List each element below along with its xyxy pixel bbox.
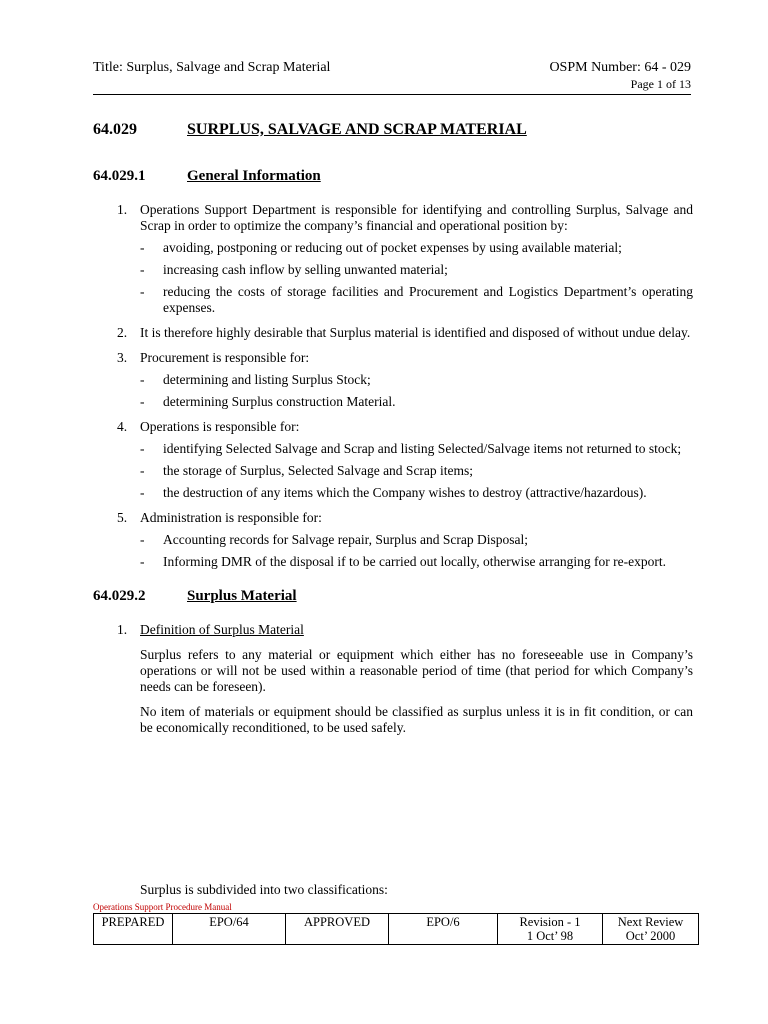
list-item bbox=[93, 202, 693, 316]
bullet-item: - Accounting records for Salvage repair, Surplus and Scrap Disposal; bbox=[140, 532, 528, 547]
prepared-value: EPO/64 bbox=[173, 914, 286, 945]
bullet-text: determining and listing Surplus Stock; bbox=[163, 372, 371, 387]
bullet-text: Informing DMR of the disposal if to be carried out locally, otherwise arranging for re-export. bbox=[163, 554, 666, 569]
bullet-item: - the destruction of any items which the Company wishes to destroy (attractive/hazardous). bbox=[140, 485, 647, 500]
paragraph: No item of materials or equipment should be classified as surplus unless it is in fit condition, or can be economically reconditioned, to be used safely. bbox=[140, 704, 693, 735]
general-info-list bbox=[93, 202, 693, 570]
bullet-list bbox=[140, 441, 693, 501]
section-title: SURPLUS, SALVAGE AND SCRAP MATERIAL bbox=[187, 121, 527, 138]
bullet-item: - identifying Selected Salvage and Scrap and listing Selected/Salvage items not returned to stock; bbox=[140, 441, 682, 456]
subsection-title: Surplus Material bbox=[187, 588, 297, 604]
item-text: Procurement is responsible for: bbox=[140, 350, 310, 365]
approved-value: EPO/6 bbox=[389, 914, 498, 945]
list-item bbox=[93, 350, 693, 410]
revision-date: 1 Oct’ 98 bbox=[526, 929, 574, 943]
bullet-text: the destruction of any items which the Company wishes to destroy (attractive/hazardous). bbox=[163, 485, 647, 500]
page-number: Page 1 of 13 bbox=[630, 77, 691, 91]
document-title: Title: Surplus, Salvage and Scrap Material bbox=[93, 60, 331, 75]
bullet-item: - determining Surplus construction Material. bbox=[140, 394, 396, 409]
revision-cell bbox=[498, 914, 603, 945]
subsection-title: General Information bbox=[187, 168, 321, 184]
general-info-heading bbox=[93, 168, 693, 184]
subsection-number: 64.029.2 bbox=[93, 588, 146, 604]
bullet-item: - the storage of Surplus, Selected Salvage and Scrap items; bbox=[140, 463, 474, 478]
bullet-text: avoiding, postponing or reducing out of pocket expenses by using available material; bbox=[163, 240, 622, 255]
item-number: 2. bbox=[117, 325, 128, 340]
table-row bbox=[94, 914, 699, 945]
list-item bbox=[93, 622, 693, 736]
bullet-text: identifying Selected Salvage and Scrap and listing Selected/Salvage items not returned to stock; bbox=[163, 441, 682, 456]
next-review-cell bbox=[603, 914, 699, 945]
item-number: 4. bbox=[117, 419, 128, 434]
bullet-list bbox=[140, 372, 693, 410]
paragraph: Surplus refers to any material or equipment which either has no foreseeable use in Company’s operations or will not be used within a reasonable period of time (that period for which Company’s needs can be foreseen). bbox=[140, 647, 693, 694]
bullet-list bbox=[140, 240, 693, 316]
ospm-block bbox=[549, 60, 691, 92]
item-text: Operations is responsible for: bbox=[140, 419, 300, 434]
item-text: It is therefore highly desirable that Surplus material is identified and disposed of without undue delay. bbox=[140, 325, 691, 340]
ospm-number: OSPM Number: 64 - 029 bbox=[549, 60, 691, 75]
bullet-list bbox=[140, 532, 693, 570]
bullet-text: reducing the costs of storage facilities and Procurement and Logistics Department’s operating expenses. bbox=[163, 284, 693, 315]
list-item bbox=[93, 325, 693, 341]
list-item bbox=[93, 510, 693, 570]
item-title: Definition of Surplus Material bbox=[140, 622, 304, 637]
header-divider bbox=[93, 94, 691, 95]
bullet-item: - increasing cash inflow by selling unwanted material; bbox=[140, 262, 448, 277]
section-number: 64.029 bbox=[93, 121, 137, 138]
subdivision-text: Surplus is subdivided into two classifications: bbox=[140, 882, 388, 897]
document-body bbox=[93, 122, 693, 745]
bullet-item: - Informing DMR of the disposal if to be carried out locally, otherwise arranging for re-export. bbox=[140, 554, 666, 569]
item-number: 3. bbox=[117, 350, 128, 365]
item-text: Operations Support Department is responsible for identifying and controlling Surplus, Salvage and Scrap in order to optimize the company’s financial and operational position by: bbox=[140, 202, 693, 233]
prepared-label: PREPARED bbox=[94, 914, 173, 945]
surplus-material-heading bbox=[93, 588, 693, 604]
bullet-text: increasing cash inflow by selling unwanted material; bbox=[163, 262, 448, 277]
bullet-item: - determining and listing Surplus Stock; bbox=[140, 372, 371, 387]
bullet-item: - reducing the costs of storage facilities and Procurement and Logistics Department’s operating expenses. bbox=[140, 284, 693, 315]
next-review-date: Oct’ 2000 bbox=[625, 929, 676, 943]
approved-label: APPROVED bbox=[286, 914, 389, 945]
next-review-label: Next Review bbox=[617, 915, 684, 929]
bullet-text: Accounting records for Salvage repair, Surplus and Scrap Disposal; bbox=[163, 532, 528, 547]
surplus-list bbox=[93, 622, 693, 736]
item-number: 1. bbox=[117, 202, 128, 217]
item-number: 1. bbox=[117, 622, 128, 637]
item-text: Administration is responsible for: bbox=[140, 510, 322, 525]
subsection-number: 64.029.1 bbox=[93, 168, 146, 184]
footer-table bbox=[93, 913, 699, 945]
bullet-item: - avoiding, postponing or reducing out of pocket expenses by using available material; bbox=[140, 240, 622, 255]
bullet-text: determining Surplus construction Material. bbox=[163, 394, 396, 409]
footer-label: Operations Support Procedure Manual bbox=[93, 902, 232, 912]
section-heading bbox=[93, 122, 693, 138]
bullet-text: the storage of Surplus, Selected Salvage and Scrap items; bbox=[163, 463, 474, 478]
item-number: 5. bbox=[117, 510, 128, 525]
list-item bbox=[93, 419, 693, 501]
revision-label: Revision - 1 bbox=[519, 915, 581, 929]
